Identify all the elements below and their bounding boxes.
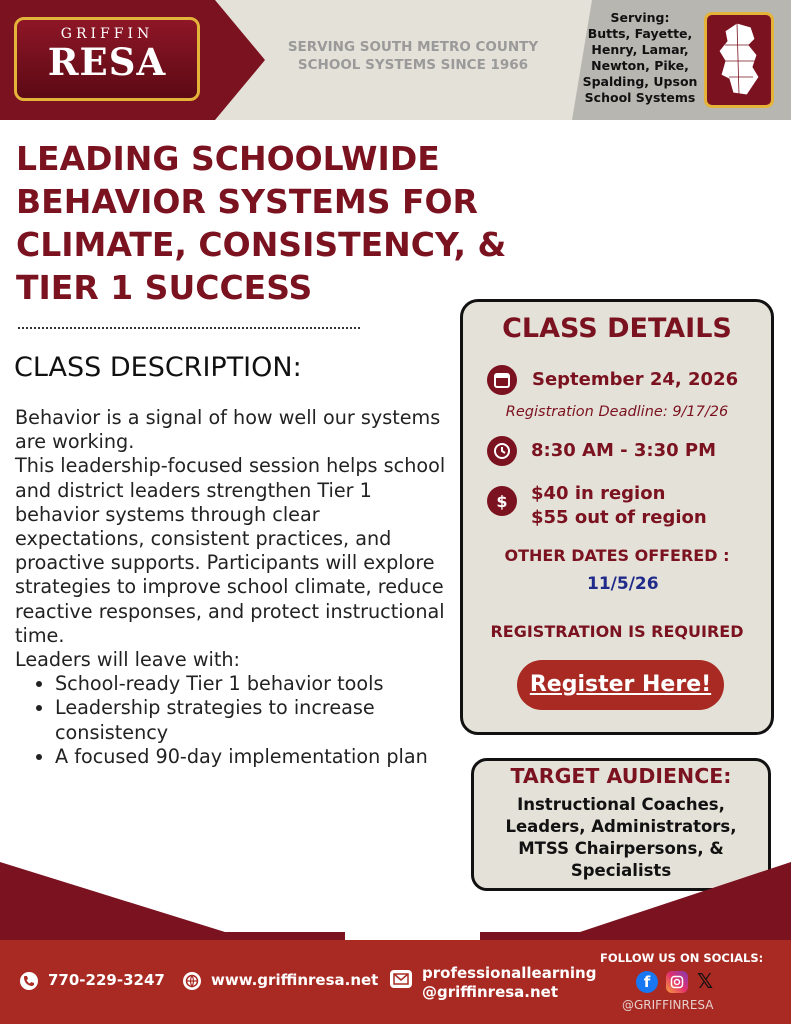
list-item: • Leadership strategies to increase consistency bbox=[55, 696, 455, 744]
title-line: LEADING SCHOOLWIDE bbox=[16, 139, 440, 178]
x-icon[interactable]: 𝕏 bbox=[697, 969, 714, 993]
phone-icon bbox=[20, 972, 38, 990]
serving-line: Henry, Lamar, bbox=[591, 42, 689, 57]
globe-icon bbox=[183, 972, 201, 990]
footer-phone[interactable]: 770-229-3247 bbox=[48, 971, 165, 989]
target-audience-list bbox=[480, 794, 762, 882]
instagram-icon[interactable] bbox=[666, 971, 688, 993]
other-dates-value: 11/5/26 bbox=[587, 574, 659, 594]
dotted-divider bbox=[18, 327, 360, 329]
tagline-line: SERVING SOUTH METRO COUNTY bbox=[287, 39, 539, 55]
title-line: BEHAVIOR SYSTEMS FOR bbox=[16, 182, 478, 221]
audience-line: Specialists bbox=[570, 861, 672, 880]
footer-website-link[interactable]: www.griffinresa.net bbox=[211, 971, 379, 989]
title-line: TIER 1 SUCCESS bbox=[16, 268, 313, 307]
registration-deadline: Registration Deadline: 9/17/26 bbox=[505, 404, 729, 420]
clock-icon bbox=[487, 436, 517, 466]
serving-line: Butts, Fayette, bbox=[587, 26, 693, 41]
cost-out-of-region: $55 out of region bbox=[531, 507, 707, 528]
registration-required-note: REGISTRATION IS REQUIRED bbox=[490, 622, 744, 641]
serving-line: Newton, Pike, bbox=[591, 58, 689, 73]
description-body bbox=[15, 406, 455, 769]
griffin-resa-logo bbox=[14, 17, 200, 101]
tagline-line: SCHOOL SYSTEMS SINCE 1966 bbox=[297, 57, 529, 73]
audience-line: Instructional Coaches, bbox=[517, 795, 725, 814]
logo-main-text: RESA bbox=[47, 40, 167, 84]
facebook-icon[interactable]: f bbox=[636, 971, 658, 993]
audience-line: MTSS Chairpersons, & bbox=[518, 839, 724, 858]
serving-line: Serving: bbox=[610, 10, 670, 25]
email-line: professionallearning bbox=[422, 964, 597, 982]
dollar-icon: $ bbox=[487, 486, 517, 516]
list-item: • School-ready Tier 1 behavior tools bbox=[55, 672, 455, 696]
logo-top-text: GRIFFIN bbox=[60, 26, 154, 42]
other-dates-heading: OTHER DATES OFFERED : bbox=[504, 546, 730, 565]
title-line: CLIMATE, CONSISTENCY, & bbox=[16, 225, 507, 264]
audience-line: Leaders, Administrators, bbox=[505, 817, 737, 836]
serving-line: School Systems bbox=[584, 90, 696, 105]
register-button[interactable]: Register Here! bbox=[517, 660, 724, 710]
description-paragraph: Leaders will leave with: bbox=[15, 648, 240, 672]
county-map-icon bbox=[704, 12, 774, 108]
cost-in-region: $40 in region bbox=[531, 483, 666, 504]
description-paragraph: Behavior is a signal of how well our systems are working. bbox=[15, 406, 441, 454]
calendar-icon bbox=[487, 365, 517, 395]
target-audience-heading: TARGET AUDIENCE: bbox=[510, 764, 732, 788]
class-details-heading: CLASS DETAILS bbox=[502, 313, 732, 344]
header-tagline bbox=[278, 38, 548, 74]
social-handle: @GRIFFINRESA bbox=[622, 998, 714, 1012]
description-heading: CLASS DESCRIPTION: bbox=[14, 352, 302, 383]
socials-heading: FOLLOW US ON SOCIALS: bbox=[600, 951, 764, 965]
outcomes-list bbox=[15, 672, 455, 769]
class-time: 8:30 AM - 3:30 PM bbox=[531, 440, 717, 461]
page-title bbox=[16, 137, 576, 309]
serving-text bbox=[580, 10, 700, 106]
serving-line: Spalding, Upson bbox=[582, 74, 698, 89]
mail-icon bbox=[390, 970, 412, 988]
list-item: • A focused 90-day implementation plan bbox=[55, 745, 455, 769]
description-paragraph: This leadership-focused session helps school and district leaders strengthen Tier 1 behavior systems through clear expectations, consistent practices, and proactive supports. Participants will explore strategies to improve school climate, reduce reactive responses, and protect instructional time. bbox=[15, 454, 446, 647]
email-line: @griffinresa.net bbox=[422, 983, 559, 1001]
class-date: September 24, 2026 bbox=[532, 369, 739, 390]
footer-email-link[interactable] bbox=[422, 964, 596, 1002]
